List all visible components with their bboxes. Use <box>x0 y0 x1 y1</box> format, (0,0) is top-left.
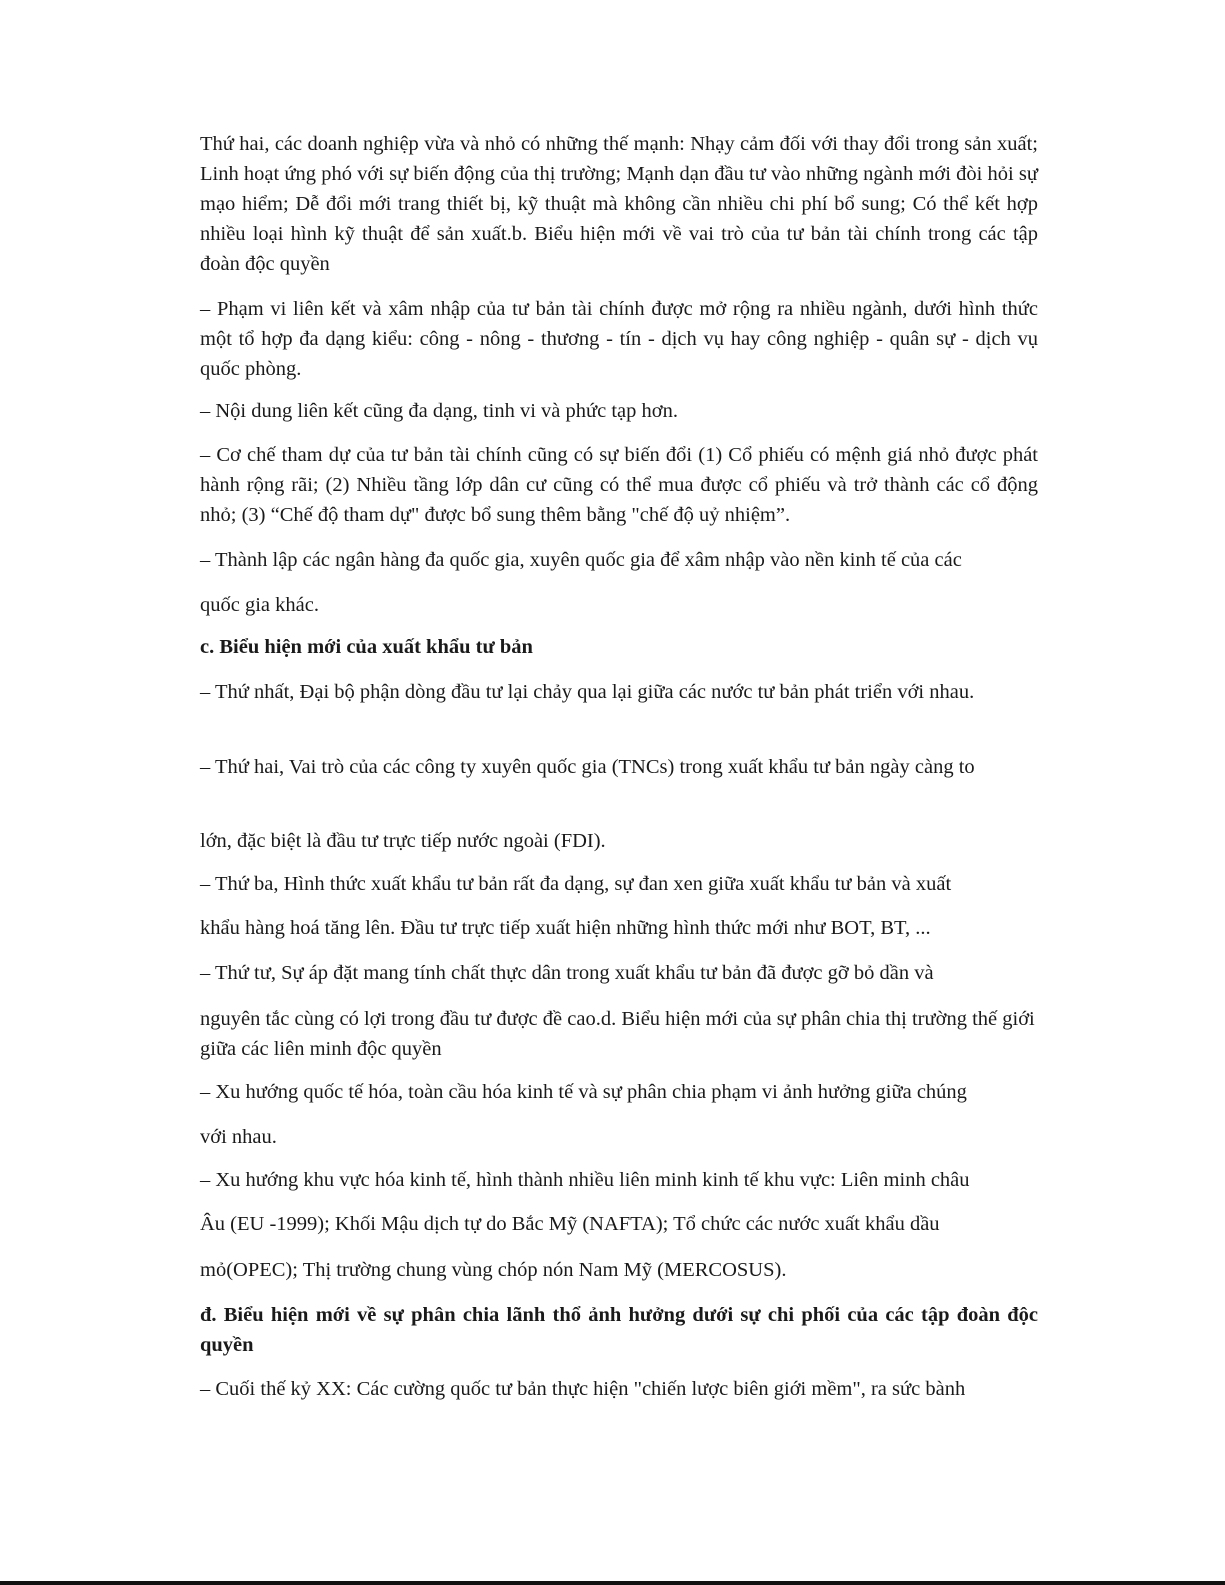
paragraph-sme-strengths: Thứ hai, các doanh nghiệp vừa và nhỏ có những thế mạnh: Nhạy cảm đối với thay đổi trong sản xuất; Linh hoạt ứng phó với sự biến động của thị trường; Mạnh dạn đầu tư vào những ngành mới đòi hỏi sự mạo hiểm; Dễ đổi mới trang thiết bị, kỹ thuật mà không cần nhiều chi phí bổ sung; Có thể kết hợp nhiều loại hình kỹ thuật để sản xuất.b. Biểu hiện mới về vai trò của tư bản tài chính trong các tập đoàn độc quyền <box>200 133 1038 275</box>
heading-capital-export: c. Biểu hiện mới của xuất khẩu tư bản <box>200 636 533 658</box>
paragraph-multinational-banks-cont: quốc gia khác. <box>200 594 319 616</box>
paragraph-internationalization-cont: với nhau. <box>200 1126 277 1148</box>
paragraph-regionalization: – Xu hướng khu vực hóa kinh tế, hình thành nhiều liên minh kinh tế khu vực: Liên minh châu <box>200 1169 970 1191</box>
paragraph-fourth-imposition: – Thứ tư, Sự áp đặt mang tính chất thực dân trong xuất khẩu tư bản đã được gỡ bỏ dần và <box>200 962 934 984</box>
page-bottom-border <box>0 1581 1225 1585</box>
heading-territorial-division: đ. Biểu hiện mới về sự phân chia lãnh thổ ảnh hưởng dưới sự chi phối của các tập đoàn độc quyền <box>200 1304 1038 1356</box>
paragraph-multinational-banks: – Thành lập các ngân hàng đa quốc gia, xuyên quốc gia để xâm nhập vào nền kinh tế của các <box>200 549 962 571</box>
paragraph-participation-mechanism: – Cơ chế tham dự của tư bản tài chính cũng có sự biến đổi (1) Cổ phiếu có mệnh giá nhỏ được phát hành rộng rãi; (2) Nhiều tầng lớp dân cư cũng có thể mua được cổ phiếu và trở thành các cổ động nhỏ; (3) “Chế độ tham dự" được bổ sung thêm bằng "chế độ uỷ nhiệm”. <box>200 444 1038 526</box>
paragraph-third-forms: – Thứ ba, Hình thức xuất khẩu tư bản rất đa dạng, sự đan xen giữa xuất khẩu tư bản và xuất <box>200 873 952 895</box>
paragraph-regionalization-end: mỏ(OPEC); Thị trường chung vùng chóp nón Nam Mỹ (MERCOSUS). <box>200 1259 787 1281</box>
paragraph-regionalization-cont: Âu (EU -1999); Khối Mậu dịch tự do Bắc Mỹ (NAFTA); Tổ chức các nước xuất khẩu dầu <box>200 1213 940 1235</box>
paragraph-linkage-content: – Nội dung liên kết cũng đa dạng, tinh vi và phức tạp hơn. <box>200 400 678 422</box>
paragraph-internationalization: – Xu hướng quốc tế hóa, toàn cầu hóa kinh tế và sự phân chia phạm vi ảnh hưởng giữa chúng <box>200 1081 967 1103</box>
paragraph-financial-capital-scope: – Phạm vi liên kết và xâm nhập của tư bản tài chính được mở rộng ra nhiều ngành, dưới hình thức một tổ hợp đa dạng kiểu: công - nông - thương - tín - dịch vụ hay công nghiệp - quân sự - dịch vụ quốc phòng. <box>200 298 1038 380</box>
paragraph-fourth-imposition-cont: nguyên tắc cùng có lợi trong đầu tư được đề cao.d. Biểu hiện mới của sự phân chia thị trường thế giới giữa các liên minh độc quyền <box>200 1008 1035 1060</box>
paragraph-first-investment-flow: – Thứ nhất, Đại bộ phận dòng đầu tư lại chảy qua lại giữa các nước tư bản phát triển với nhau. <box>200 681 975 703</box>
paragraph-second-tncs-cont: lớn, đặc biệt là đầu tư trực tiếp nước ngoài (FDI). <box>200 830 606 852</box>
paragraph-second-tncs: – Thứ hai, Vai trò của các công ty xuyên quốc gia (TNCs) trong xuất khẩu tư bản ngày càng to <box>200 756 975 778</box>
paragraph-third-forms-cont: khẩu hàng hoá tăng lên. Đầu tư trực tiếp xuất hiện những hình thức mới như BOT, BT, ... <box>200 917 931 939</box>
paragraph-soft-border-strategy: – Cuối thế kỷ XX: Các cường quốc tư bản thực hiện "chiến lược biên giới mềm", ra sức bành <box>200 1378 966 1400</box>
